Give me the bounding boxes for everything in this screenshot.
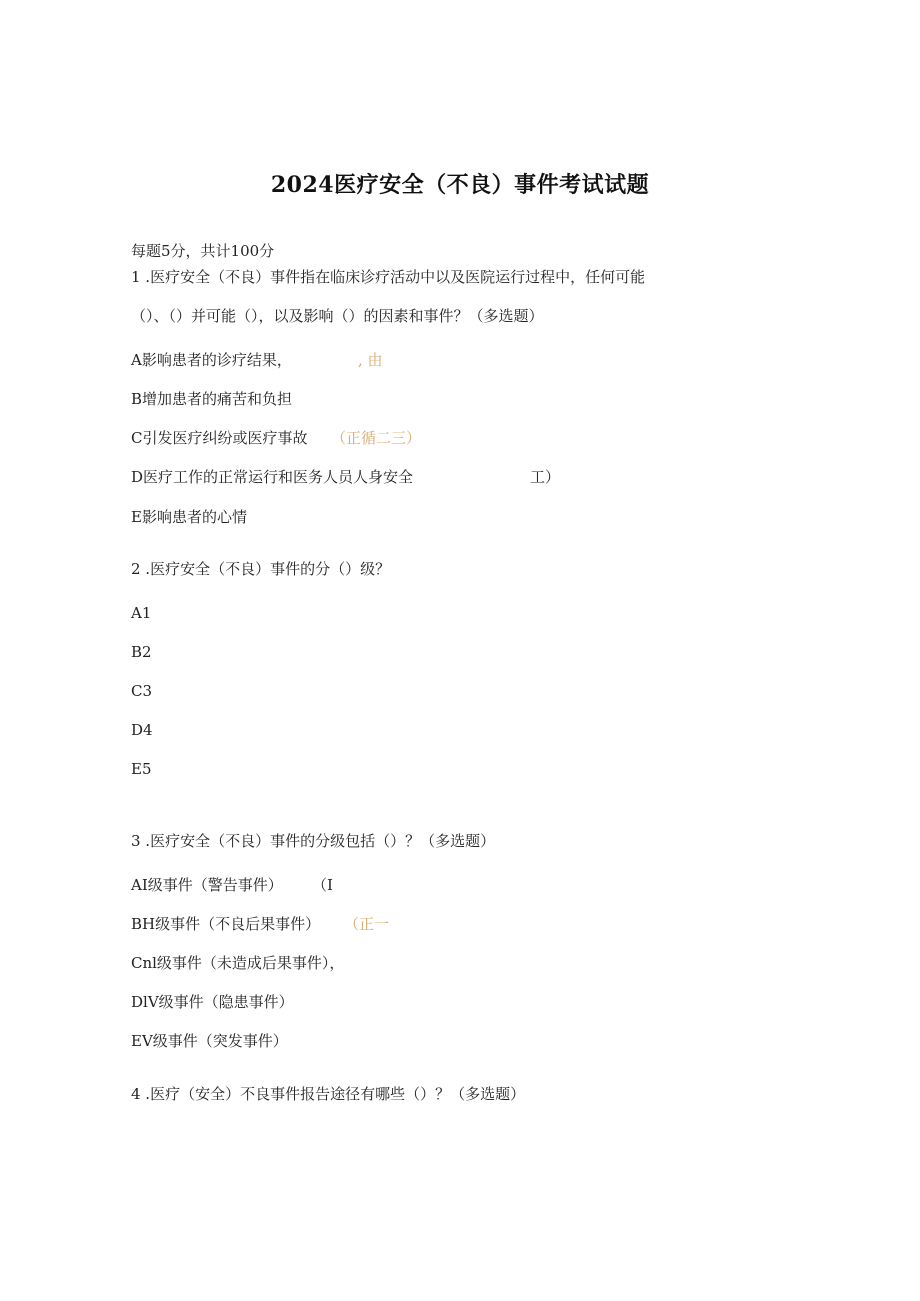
q1-option-d: D医疗工作的正常运行和医务人员人身安全 (131, 468, 414, 486)
question-2: 2 .医疗安全（不良）事件的分（）级？ (131, 560, 391, 578)
question-3: 3 .医疗安全（不良）事件的分级包括（）？（多选题） (131, 832, 496, 850)
q1-stray-mark-3: 工） (530, 468, 561, 486)
q2-option-d: D4 (131, 721, 153, 739)
q1-option-b: B增加患者的痛苦和负担 (131, 390, 293, 408)
q1-option-a: A影响患者的诊疗结果， (131, 351, 292, 369)
q1-option-c: C引发医疗纠纷或医疗事故 (131, 429, 308, 447)
q1-stray-mark-1: , 由 (358, 351, 383, 369)
q3-stray-mark-1: （I (312, 876, 333, 894)
question-4: 4 .医疗（安全）不良事件报告途径有哪些（）？（多选题） (131, 1085, 526, 1103)
q3-stray-mark-2: （正一 (344, 915, 390, 933)
q1-stray-mark-2: （正循二三） (331, 429, 422, 447)
q1-option-e: E影响患者的心情 (131, 508, 247, 526)
q2-option-b: B2 (131, 643, 152, 661)
q3-option-c: Cnl级事件（未造成后果事件）， (131, 954, 345, 972)
question-1-line-2: （）、（）并可能（），以及影响（）的因素和事件？（多选题） (131, 307, 544, 325)
scoring-intro: 每题5分，共计100分 (131, 242, 275, 260)
q2-option-a: A1 (131, 604, 152, 622)
q3-option-b: BH级事件（不良后果事件） (131, 915, 321, 933)
q2-option-e: E5 (131, 760, 152, 778)
q2-option-c: C3 (131, 682, 153, 700)
q3-option-d: DlV级事件（隐患事件） (131, 993, 294, 1011)
page-title: 2024医疗安全（不良）事件考试试题 (270, 172, 650, 198)
q3-option-a: AI级事件（警告事件） (131, 876, 283, 894)
q3-option-e: EV级事件（突发事件） (131, 1032, 288, 1050)
question-1-line-1: 1 .医疗安全（不良）事件指在临床诊疗活动中以及医院运行过程中，任何可能 (131, 268, 646, 286)
